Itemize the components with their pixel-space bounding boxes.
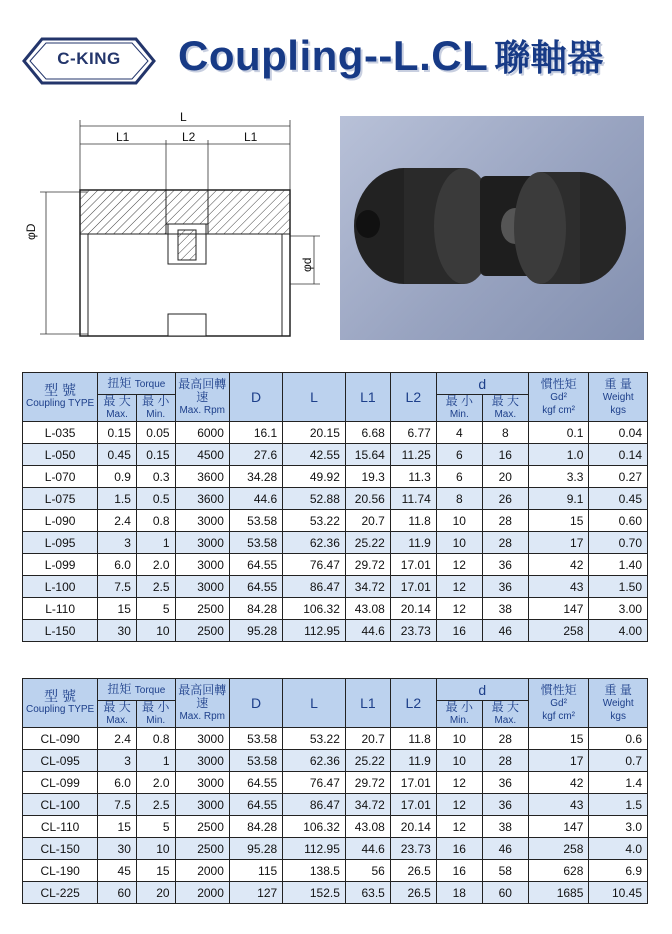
model-cell: CL-095 [23,750,98,772]
value-cell: 84.28 [229,816,282,838]
table-row [23,794,648,816]
col-torque-max-header: 最 大 Max. [98,701,137,728]
value-cell: 28 [482,728,528,750]
value-cell: 9.1 [528,488,589,510]
value-cell: 2.0 [136,554,175,576]
table-row [23,728,648,750]
value-cell: 147 [528,598,589,620]
col-L-header: L [283,679,346,728]
value-cell: 2000 [175,860,229,882]
value-cell: 1.0 [528,444,589,466]
value-cell: 43.08 [345,598,390,620]
value-cell: 3000 [175,554,229,576]
model-cell: L-095 [23,532,98,554]
value-cell: 2.0 [136,772,175,794]
model-cell: CL-110 [23,816,98,838]
value-cell: 11.3 [390,466,436,488]
col-D-header: D [229,679,282,728]
value-cell: 0.45 [589,488,648,510]
value-cell: 11.74 [390,488,436,510]
value-cell: 6 [436,444,482,466]
value-cell: 44.6 [229,488,282,510]
value-cell: 11.8 [390,728,436,750]
value-cell: 127 [229,882,282,904]
table-row [23,488,648,510]
value-cell: 17.01 [390,576,436,598]
value-cell: 23.73 [390,838,436,860]
value-cell: 62.36 [283,532,346,554]
value-cell: 84.28 [229,598,282,620]
value-cell: 3000 [175,750,229,772]
value-cell: 112.95 [283,838,346,860]
l-series-table [22,372,648,642]
value-cell: 62.36 [283,750,346,772]
value-cell: 38 [482,816,528,838]
value-cell: 44.6 [345,620,390,642]
value-cell: 20 [482,466,528,488]
value-cell: 10 [136,838,175,860]
col-d-max-header: 最 大 Max. [482,701,528,728]
table-row [23,598,648,620]
value-cell: 1.40 [589,554,648,576]
col-torque-header: 扭矩 Torque [98,373,175,395]
col-torque-max-header: 最 大 Max. [98,395,137,422]
value-cell: 17.01 [390,772,436,794]
value-cell: 0.05 [136,422,175,444]
value-cell: 64.55 [229,772,282,794]
value-cell: 1.50 [589,576,648,598]
value-cell: 6.77 [390,422,436,444]
table-row [23,860,648,882]
value-cell: 2.4 [98,510,137,532]
model-cell: CL-225 [23,882,98,904]
value-cell: 46 [482,838,528,860]
value-cell: 115 [229,860,282,882]
value-cell: 2500 [175,620,229,642]
col-rpm-header: 最高回轉速 Max. Rpm [175,373,229,422]
table-row [23,772,648,794]
value-cell: 53.58 [229,750,282,772]
value-cell: 17 [528,750,589,772]
value-cell: 15.64 [345,444,390,466]
value-cell: 10 [436,510,482,532]
value-cell: 20.7 [345,510,390,532]
col-type-header: 型 號 Coupling TYPE [23,373,98,422]
value-cell: 0.14 [589,444,648,466]
table-row [23,444,648,466]
table-row [23,532,648,554]
value-cell: 12 [436,794,482,816]
value-cell: 11.9 [390,750,436,772]
dim-L1-right-label: L1 [244,130,258,144]
value-cell: 1 [136,750,175,772]
value-cell: 2500 [175,816,229,838]
value-cell: 60 [98,882,137,904]
value-cell: 1 [136,532,175,554]
col-L2-header: L2 [390,679,436,728]
value-cell: 0.1 [528,422,589,444]
value-cell: 106.32 [283,598,346,620]
col-L2-header: L2 [390,373,436,422]
value-cell: 10 [436,728,482,750]
value-cell: 0.8 [136,728,175,750]
value-cell: 152.5 [283,882,346,904]
model-cell: L-050 [23,444,98,466]
col-torque-min-header: 最 小 Min. [136,395,175,422]
value-cell: 2000 [175,882,229,904]
col-weight-header: 重 量 Weight kgs [589,679,648,728]
model-cell: CL-090 [23,728,98,750]
product-photo [340,116,644,340]
value-cell: 15 [528,510,589,532]
value-cell: 3 [98,532,137,554]
value-cell: 34.28 [229,466,282,488]
value-cell: 10 [436,750,482,772]
coupling-photo-icon [340,116,644,340]
value-cell: 10.45 [589,882,648,904]
value-cell: 1.4 [589,772,648,794]
value-cell: 15 [136,860,175,882]
value-cell: 29.72 [345,554,390,576]
value-cell: 30 [98,838,137,860]
value-cell: 6.0 [98,772,137,794]
c-king-logo [20,35,158,87]
value-cell: 3000 [175,510,229,532]
value-cell: 1685 [528,882,589,904]
value-cell: 20 [136,882,175,904]
col-d-header: d [436,679,528,701]
value-cell: 10 [436,532,482,554]
value-cell: 5 [136,598,175,620]
page-header [0,0,672,100]
value-cell: 4.00 [589,620,648,642]
dim-d-label: φd [300,257,314,272]
value-cell: 86.47 [283,794,346,816]
value-cell: 4 [436,422,482,444]
value-cell: 147 [528,816,589,838]
value-cell: 17.01 [390,554,436,576]
value-cell: 36 [482,772,528,794]
value-cell: 12 [436,598,482,620]
value-cell: 36 [482,576,528,598]
value-cell: 1.5 [98,488,137,510]
value-cell: 28 [482,532,528,554]
value-cell: 15 [528,728,589,750]
value-cell: 30 [98,620,137,642]
value-cell: 25.22 [345,750,390,772]
col-d-min-header: 最 小 Min. [436,701,482,728]
value-cell: 52.88 [283,488,346,510]
value-cell: 106.32 [283,816,346,838]
value-cell: 20.7 [345,728,390,750]
value-cell: 53.22 [283,728,346,750]
value-cell: 95.28 [229,838,282,860]
value-cell: 3 [98,750,137,772]
value-cell: 3000 [175,532,229,554]
value-cell: 26.5 [390,860,436,882]
col-inertia-header: 慣性矩 Gd² kgf cm² [528,373,589,422]
value-cell: 0.6 [589,728,648,750]
table-row [23,466,648,488]
value-cell: 49.92 [283,466,346,488]
value-cell: 3000 [175,728,229,750]
table-row [23,620,648,642]
value-cell: 26.5 [390,882,436,904]
value-cell: 63.5 [345,882,390,904]
value-cell: 12 [436,816,482,838]
model-cell: CL-150 [23,838,98,860]
value-cell: 16 [436,620,482,642]
value-cell: 36 [482,554,528,576]
value-cell: 44.6 [345,838,390,860]
value-cell: 0.3 [136,466,175,488]
table-row [23,554,648,576]
value-cell: 20.56 [345,488,390,510]
model-cell: CL-190 [23,860,98,882]
value-cell: 17.01 [390,794,436,816]
value-cell: 0.9 [98,466,137,488]
value-cell: 43 [528,794,589,816]
value-cell: 11.25 [390,444,436,466]
title-cn: 聯軸器 [494,38,604,79]
col-L-header: L [283,373,346,422]
value-cell: 53.58 [229,510,282,532]
value-cell: 0.15 [98,422,137,444]
value-cell: 25.22 [345,532,390,554]
col-L1-header: L1 [345,373,390,422]
value-cell: 64.55 [229,554,282,576]
value-cell: 3600 [175,466,229,488]
value-cell: 3.00 [589,598,648,620]
value-cell: 76.47 [283,772,346,794]
value-cell: 0.7 [589,750,648,772]
value-cell: 20.14 [390,598,436,620]
page-title [178,30,604,81]
value-cell: 3000 [175,772,229,794]
value-cell: 6 [436,466,482,488]
table-row [23,816,648,838]
value-cell: 0.15 [136,444,175,466]
table-row [23,422,648,444]
logo-text: C-KING [57,49,121,68]
value-cell: 60 [482,882,528,904]
title-en: Coupling--L.CL [178,32,489,79]
value-cell: 2.5 [136,794,175,816]
value-cell: 43 [528,576,589,598]
value-cell: 28 [482,510,528,532]
value-cell: 16 [436,860,482,882]
value-cell: 16.1 [229,422,282,444]
value-cell: 2500 [175,598,229,620]
value-cell: 3000 [175,576,229,598]
value-cell: 0.8 [136,510,175,532]
model-cell: L-150 [23,620,98,642]
value-cell: 0.45 [98,444,137,466]
value-cell: 28 [482,750,528,772]
value-cell: 3000 [175,794,229,816]
value-cell: 2500 [175,838,229,860]
model-cell: L-090 [23,510,98,532]
value-cell: 56 [345,860,390,882]
value-cell: 17 [528,532,589,554]
value-cell: 6.9 [589,860,648,882]
value-cell: 34.72 [345,576,390,598]
value-cell: 2.5 [136,576,175,598]
technical-drawing [18,100,328,350]
value-cell: 12 [436,772,482,794]
value-cell: 6.68 [345,422,390,444]
value-cell: 26 [482,488,528,510]
value-cell: 11.9 [390,532,436,554]
dim-D-label: φD [24,223,38,240]
value-cell: 64.55 [229,576,282,598]
dim-L2-label: L2 [182,130,196,144]
value-cell: 7.5 [98,576,137,598]
col-d-max-header: 最 大 Max. [482,395,528,422]
value-cell: 112.95 [283,620,346,642]
value-cell: 20.14 [390,816,436,838]
col-L1-header: L1 [345,679,390,728]
value-cell: 12 [436,576,482,598]
table-row [23,510,648,532]
col-d-min-header: 最 小 Min. [436,395,482,422]
value-cell: 258 [528,620,589,642]
value-cell: 45 [98,860,137,882]
value-cell: 0.70 [589,532,648,554]
value-cell: 12 [436,554,482,576]
value-cell: 20.15 [283,422,346,444]
value-cell: 23.73 [390,620,436,642]
value-cell: 0.04 [589,422,648,444]
value-cell: 38 [482,598,528,620]
value-cell: 18 [436,882,482,904]
col-torque-header: 扭矩 Torque [98,679,175,701]
model-cell: L-100 [23,576,98,598]
col-D-header: D [229,373,282,422]
value-cell: 3600 [175,488,229,510]
value-cell: 19.3 [345,466,390,488]
model-cell: CL-100 [23,794,98,816]
value-cell: 258 [528,838,589,860]
model-cell: L-110 [23,598,98,620]
col-inertia-header: 慣性矩 Gd² kgf cm² [528,679,589,728]
value-cell: 15 [98,598,137,620]
col-rpm-header: 最高回轉速 Max. Rpm [175,679,229,728]
col-d-header: d [436,373,528,395]
value-cell: 42 [528,554,589,576]
value-cell: 36 [482,794,528,816]
value-cell: 0.5 [136,488,175,510]
value-cell: 4500 [175,444,229,466]
value-cell: 76.47 [283,554,346,576]
table-row [23,838,648,860]
cl-series-table [22,678,648,904]
col-type-header: 型 號 Coupling TYPE [23,679,98,728]
value-cell: 7.5 [98,794,137,816]
value-cell: 53.22 [283,510,346,532]
value-cell: 58 [482,860,528,882]
value-cell: 8 [482,422,528,444]
value-cell: 95.28 [229,620,282,642]
value-cell: 3.3 [528,466,589,488]
model-cell: L-075 [23,488,98,510]
value-cell: 16 [436,838,482,860]
value-cell: 6000 [175,422,229,444]
value-cell: 4.0 [589,838,648,860]
value-cell: 11.8 [390,510,436,532]
col-torque-min-header: 最 小 Min. [136,701,175,728]
value-cell: 628 [528,860,589,882]
value-cell: 8 [436,488,482,510]
table-row [23,750,648,772]
value-cell: 86.47 [283,576,346,598]
value-cell: 29.72 [345,772,390,794]
value-cell: 0.27 [589,466,648,488]
model-cell: CL-099 [23,772,98,794]
value-cell: 16 [482,444,528,466]
model-cell: L-099 [23,554,98,576]
value-cell: 15 [98,816,137,838]
value-cell: 42.55 [283,444,346,466]
col-weight-header: 重 量 Weight kgs [589,373,648,422]
value-cell: 34.72 [345,794,390,816]
value-cell: 10 [136,620,175,642]
value-cell: 64.55 [229,794,282,816]
dim-L-label: L [180,110,187,124]
value-cell: 6.0 [98,554,137,576]
value-cell: 53.58 [229,728,282,750]
value-cell: 5 [136,816,175,838]
value-cell: 46 [482,620,528,642]
value-cell: 2.4 [98,728,137,750]
table-row [23,882,648,904]
value-cell: 3.0 [589,816,648,838]
value-cell: 138.5 [283,860,346,882]
value-cell: 27.6 [229,444,282,466]
model-cell: L-070 [23,466,98,488]
value-cell: 1.5 [589,794,648,816]
dim-L1-left-label: L1 [116,130,130,144]
value-cell: 53.58 [229,532,282,554]
value-cell: 0.60 [589,510,648,532]
value-cell: 43.08 [345,816,390,838]
model-cell: L-035 [23,422,98,444]
table-row [23,576,648,598]
value-cell: 42 [528,772,589,794]
